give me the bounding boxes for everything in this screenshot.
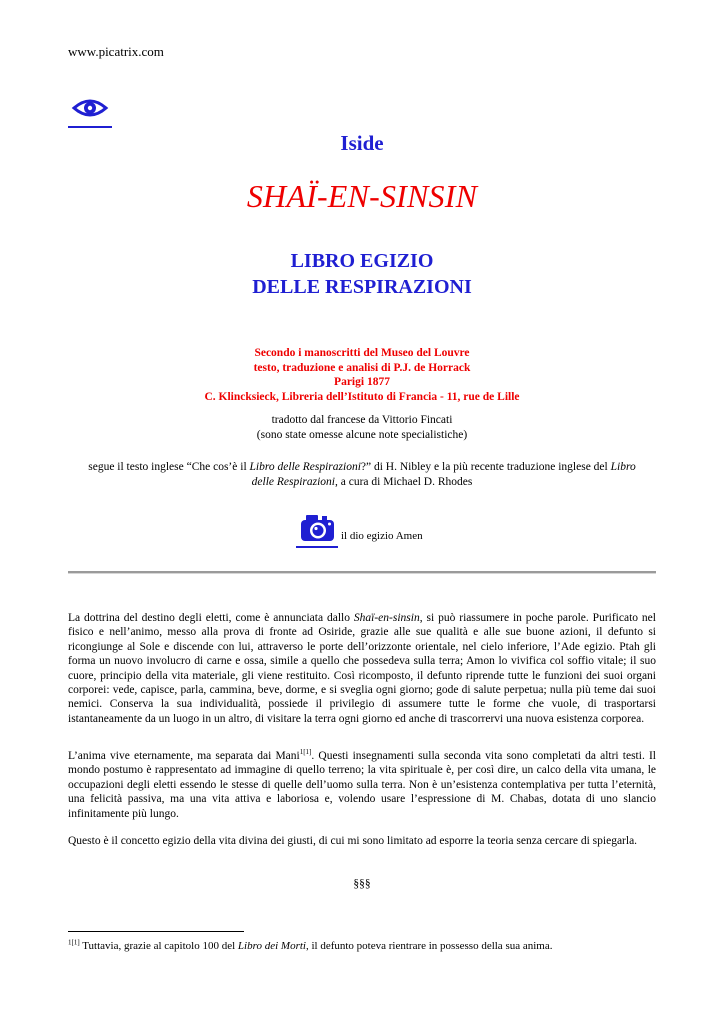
follows-title-1: Libro delle Respirazioni [249, 461, 361, 473]
paragraph-3: Questo è il concetto egizio della vita divina dei giusti, di cui mi sono limitato ad esporre la teoria senza cercare di spiegarla. [68, 835, 638, 847]
paragraph-1 [68, 611, 656, 726]
section-separator: §§§ [353, 878, 371, 890]
page-title: SHAÏ-EN-SINSIN [246, 178, 478, 214]
source-line-4: C. Klincksieck, Libreria dell’Istituto di Francia - 11, rue de Lille [204, 390, 520, 403]
follows-text-1: segue il testo inglese “Che cos’è il [88, 461, 250, 473]
paragraph-2-text-a: L’anima vive eternamente, ma separata dai Mani [68, 750, 300, 762]
author-heading: Iside [340, 131, 384, 155]
paragraph-2 [68, 749, 656, 821]
translator-line-1: tradotto dal francese da Vittorio Fincati [271, 414, 453, 426]
camera-link[interactable] [296, 512, 340, 550]
subtitle-line-2: DELLE RESPIRAZIONI [252, 276, 472, 298]
source-info [68, 346, 656, 404]
footnote-title: Libro dei Morti [237, 940, 306, 952]
footnote-rule [68, 931, 244, 932]
paragraph-1-title: Shaï-en-sinsin [353, 612, 420, 624]
follows-text-2: ?” di H. Nibley e la più recente traduzione inglese del [360, 461, 611, 473]
follows-title-2a: Libro [610, 461, 636, 473]
amen-label: il dio egizio Amen [341, 530, 423, 542]
footnote-reference-link[interactable]: 1[1] [299, 748, 312, 757]
footnote-number-link[interactable]: 1[1] [68, 938, 80, 947]
follows-text-3: , a cura di Michael D. Rhodes [335, 476, 473, 488]
footnote [68, 940, 552, 952]
footnote-text-a: Tuttavia, grazie al capitolo 100 del [79, 940, 238, 952]
eye-link[interactable] [68, 95, 112, 129]
source-line-1: Secondo i manoscritti del Museo del Louvre [254, 347, 470, 359]
follows-title-2b: delle Respirazioni [251, 476, 336, 488]
follows-note [68, 460, 656, 490]
source-line-3: Parigi 1877 [334, 376, 390, 388]
horizontal-divider [68, 571, 656, 574]
eye-icon [68, 95, 112, 129]
paragraph-1-text-b: , si può riassumere in poche parole. Purificato nel fisico e nell’animo, messo alla prova di fronte ad Osiride, grazie alle sue qualità e alle sue buone azioni, il defunto si ricongiunge al Sole e discende con lui, attraverso le porte dell’orizzonte orientale, nel cielo inferiore, l’Ade egizio. Ptah gli forma un nuovo involucro di carne e ossa, simile a quello che possedeva sulla terra; Amon lo vivifica col soffio vitale; il suo cuore, principio della vita materiale, gli viene restituito. Così ricomposto, il defunto riprende tutte le funzioni dei suoi organi corporei: vede, capisce, parla, cammina, beve, dorme, e si sveglia ogni giorno; gode di salute perpetua; nulla più teme dai suoi nemici. Conserva la sua individualità, possiede il privilegio di assumere tutte le forme che vuole, di trasportarsi istantaneamente da un luogo in un altro, di visitare la terra ogni giorno ed anche di trascorrervi una nuova esistenza corporea. [68, 612, 656, 725]
camera-icon [296, 512, 340, 550]
subtitle [68, 248, 656, 300]
source-line-2: testo, traduzione e analisi di P.J. de Horrack [253, 361, 471, 374]
footnote-text-b: , il defunto poteva rientrare in possesso della sua anima. [305, 940, 553, 952]
paragraph-1-text-a: La dottrina del destino degli eletti, come è annunciata dallo [68, 612, 354, 624]
translator-line-2: (sono state omesse alcune note specialistiche) [256, 428, 468, 441]
paragraph-2-text-b: . Questi insegnamenti sulla seconda vita sono completati da altri testi. Il mondo postumo è rappresentato ad immagine di quello terreno; la vita spirituale è, per così dire, un calco della vita umana, le occupazioni degli eletti essendo le stesse di quelle dell’uomo sulla terra. Non è un’esistenza contemplativa per tutta l’eternità, una felicità passiva, ma una vita attiva e laboriosa e, volendo usare l’espressione di M. Chabas, dotata di uno slancio infinitamente più lungo. [68, 750, 656, 820]
site-url: www.picatrix.com [68, 44, 164, 59]
translator-info [68, 413, 656, 442]
subtitle-line-1: LIBRO EGIZIO [290, 250, 434, 272]
